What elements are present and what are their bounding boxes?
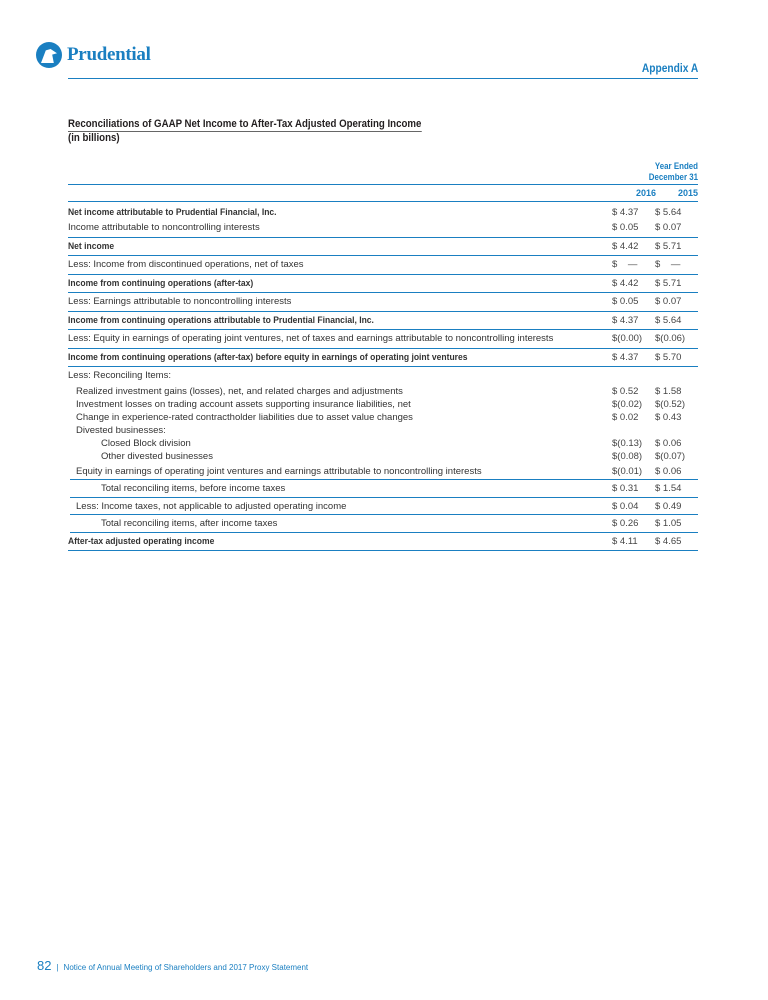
value-2016: $(0.08): [612, 450, 643, 462]
table-row: [68, 533, 698, 552]
value-2016: $ 0.52: [612, 385, 639, 397]
row-label: Net income attributable to Prudential Financial, Inc.: [68, 207, 277, 218]
row-label: Less: Income from discontinued operations, net of taxes: [68, 259, 304, 270]
value-2016: $ 4.37: [612, 314, 639, 326]
row-label: Income from continuing operations attributable to Prudential Financial, Inc.: [68, 314, 374, 326]
value-2015: $(0.52): [655, 398, 686, 410]
header-divider: [68, 78, 698, 79]
row-label: Investment losses on trading account assets supporting insurance liabilities, net: [76, 398, 411, 410]
value-2015: $(0.06): [655, 333, 686, 344]
row-label: Change in experience-rated contractholder liabilities due to asset value changes: [76, 411, 413, 423]
reconciliation-table: [68, 206, 698, 551]
logo-text: Prudential: [67, 44, 151, 65]
value-2015: $ 5.70: [655, 351, 682, 363]
header-divider: [68, 201, 698, 202]
value-2016: $ 4.42: [612, 240, 639, 252]
rock-logo-icon: [36, 42, 62, 68]
value-2015: $ —: [655, 259, 681, 270]
table-row: [68, 398, 698, 411]
value-2016: $ 4.37: [612, 351, 639, 363]
page-subtitle: (in billions): [68, 132, 120, 144]
footer-separator: |: [56, 963, 59, 972]
prudential-logo: [36, 42, 151, 68]
value-2016: $(0.02): [612, 398, 643, 410]
value-2016: $(0.13): [612, 437, 643, 449]
row-label: Less: Earnings attributable to noncontrolling interests: [68, 296, 292, 307]
value-2015: $ 5.71: [655, 240, 682, 252]
row-label: Equity in earnings of operating joint ventures and earnings attributable to noncontrolling interests: [76, 465, 482, 477]
table-row: [68, 385, 698, 398]
value-2015: $ 0.06: [655, 437, 682, 449]
value-2016: $ 4.42: [612, 277, 639, 289]
value-2015: $ 1.05: [655, 518, 682, 529]
table-row: [68, 330, 698, 349]
table-row: [68, 312, 698, 331]
value-2016: $ 0.04: [612, 500, 639, 512]
column-group-line2: December 31: [648, 172, 698, 182]
table-row: [68, 219, 698, 238]
value-2015: $ 5.64: [655, 207, 682, 218]
year-2016: 2016: [635, 188, 656, 198]
table-row: [68, 293, 698, 312]
row-label: Income from continuing operations (after-tax): [68, 277, 254, 289]
row-label: Less: Reconciling Items:: [68, 370, 171, 381]
table-row: [68, 480, 698, 498]
value-2016: $(0.00): [612, 333, 643, 344]
row-label: Other divested businesses: [101, 450, 213, 462]
value-2016: $ 0.26: [612, 518, 639, 529]
value-2015: $ 1.54: [655, 483, 682, 494]
row-label: Less: Equity in earnings of operating joint ventures, net of taxes and earnings attributable to noncontrolling interests: [68, 333, 554, 344]
value-2015: $ 5.64: [655, 314, 682, 326]
table-row: [68, 411, 698, 424]
row-label: Divested businesses:: [76, 424, 166, 436]
row-label: Closed Block division: [101, 437, 191, 449]
table-row: [68, 256, 698, 275]
table-row: [68, 498, 698, 516]
table-row: [68, 463, 698, 481]
value-2015: $ 0.49: [655, 500, 682, 512]
value-2015: $ 0.07: [655, 222, 682, 233]
row-label: Realized investment gains (losses), net, and related charges and adjustments: [76, 385, 403, 397]
page-number: 82: [37, 958, 52, 973]
row-label: Total reconciling items, before income taxes: [101, 483, 286, 494]
value-2015: $ 0.07: [655, 296, 682, 307]
value-2016: $ 4.11: [612, 535, 638, 547]
table-row: [68, 349, 698, 368]
value-2015: $ 4.65: [655, 535, 682, 547]
value-2015: $(0.07): [655, 450, 686, 462]
row-label: Net income: [68, 240, 115, 252]
table-row: [68, 275, 698, 294]
table-row: [68, 238, 698, 257]
row-label: Income from continuing operations (after-tax) before equity in earnings of operating joint ventures: [68, 351, 468, 363]
value-2016: $ 0.02: [612, 411, 639, 423]
value-2015: $ 0.43: [655, 411, 682, 423]
value-2016: $ 0.31: [612, 483, 639, 494]
value-2016: $(0.01): [612, 465, 643, 477]
page-footer: [37, 958, 308, 973]
row-label: After-tax adjusted operating income: [68, 535, 215, 547]
table-row: [68, 450, 698, 463]
value-2016: $ 0.05: [612, 296, 639, 307]
value-2016: $ 4.37: [612, 207, 639, 218]
year-2015: 2015: [677, 188, 698, 198]
value-2016: $ 0.05: [612, 222, 639, 233]
table-row: [68, 206, 698, 219]
table-row: [68, 367, 698, 385]
value-2015: $ 5.71: [655, 277, 682, 289]
row-label: Total reconciling items, after income taxes: [101, 518, 278, 529]
header-divider: [68, 184, 698, 185]
row-label: Less: Income taxes, not applicable to adjusted operating income: [76, 500, 347, 512]
value-2016: $ —: [612, 259, 638, 270]
row-label: Income attributable to noncontrolling interests: [68, 222, 260, 233]
table-row: [68, 437, 698, 450]
section-label: Appendix A: [641, 61, 698, 75]
table-row: [68, 424, 698, 437]
footer-text: Notice of Annual Meeting of Shareholders and 2017 Proxy Statement: [63, 963, 309, 972]
value-2015: $ 1.58: [655, 385, 682, 397]
column-group-line1: Year Ended: [654, 161, 698, 171]
table-row: [68, 515, 698, 533]
value-2015: $ 0.06: [655, 465, 682, 477]
page-title: Reconciliations of GAAP Net Income to After-Tax Adjusted Operating Income: [68, 118, 422, 130]
